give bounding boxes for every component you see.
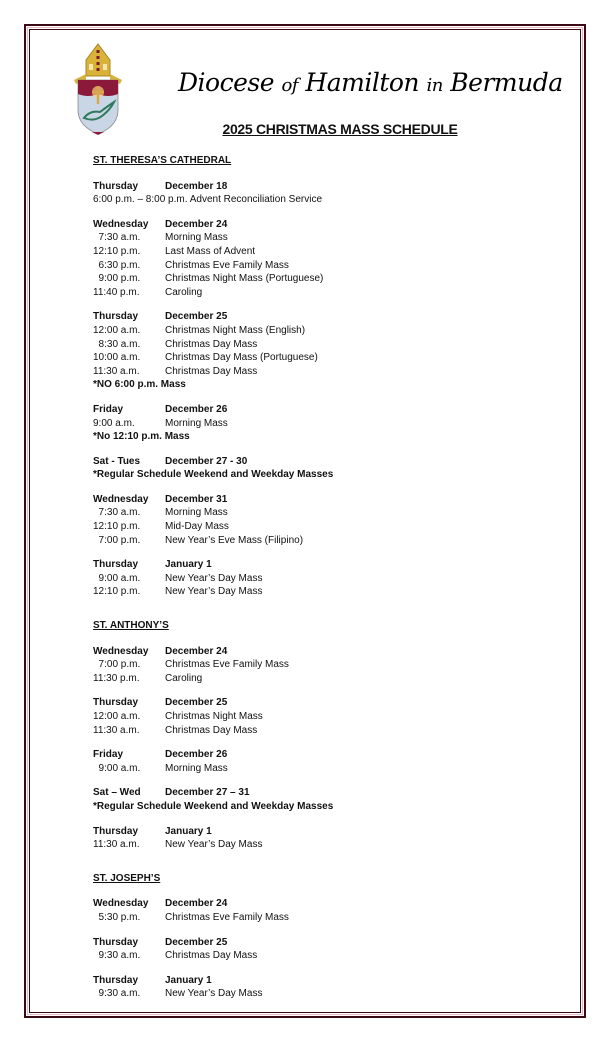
day-header-row [93, 493, 553, 507]
entry-time: 12:00 a.m. [93, 324, 141, 336]
date-label: January 1 [165, 825, 212, 837]
entry-time: 6:30 p.m. [93, 259, 141, 271]
date-label: December 27 - 30 [165, 455, 248, 467]
entry-time: 10:00 a.m. [93, 352, 141, 364]
day-label: Wednesday [93, 218, 149, 230]
day-label: Sat - Tues [93, 455, 141, 467]
schedule-entry [93, 259, 553, 273]
date-label: December 24 [165, 898, 228, 910]
entry-event: Christmas Day Mass [165, 365, 258, 377]
schedule-day-block [93, 558, 553, 599]
date-label: December 25 [165, 697, 228, 709]
day-label: Thursday [93, 559, 139, 571]
schedule-entry [93, 658, 553, 672]
title-part: Hamilton [297, 68, 427, 97]
schedule-entry [93, 324, 553, 338]
church-section [93, 619, 553, 852]
entry-time: 11:30 a.m. [93, 365, 140, 377]
schedule-entry [93, 987, 553, 1001]
date-label: January 1 [165, 559, 212, 571]
church-section [93, 154, 553, 599]
entry-time: 7:00 p.m. [93, 534, 141, 546]
entry-event: Christmas Eve Family Mass [165, 259, 289, 271]
entry-time: 11:40 p.m. [93, 286, 140, 298]
entry-time: 12:00 a.m. [93, 711, 141, 722]
day-header-row [93, 180, 553, 194]
entry-time: 11:30 a.m. [93, 724, 140, 736]
day-label: Sat – Wed [93, 787, 141, 799]
date-label: December 25 [165, 936, 228, 948]
entry-time: 9:00 a.m. [93, 572, 141, 584]
schedule-entry [93, 245, 553, 259]
schedule-day-block [93, 696, 553, 737]
date-label: December 18 [165, 180, 228, 192]
entry-event: New Year’s Eve Mass (Filipino) [165, 534, 304, 546]
day-header-row [93, 645, 553, 659]
day-header-row [93, 897, 553, 911]
entry-event: New Year’s Day Mass [165, 839, 263, 851]
entry-time: 12:10 p.m. [93, 586, 141, 598]
schedule-entry [93, 231, 553, 245]
day-label: Thursday [93, 825, 139, 837]
entry-event: Christmas Night Mass [165, 711, 263, 722]
entry-time: 12:10 p.m. [93, 521, 141, 533]
schedule-entry [93, 286, 553, 300]
schedule-note: *Regular Schedule Weekend and Weekday Masses [93, 469, 334, 481]
date-label: December 24 [165, 218, 228, 230]
entry-event: Christmas Night Mass (English) [165, 324, 306, 336]
day-header-row [93, 696, 553, 710]
title-part: of [281, 75, 298, 96]
day-header-row [93, 974, 553, 988]
day-header-row [93, 748, 553, 762]
schedule-entry [93, 762, 553, 776]
day-header-row [93, 936, 553, 950]
entry-event: Christmas Day Mass (Portuguese) [165, 352, 318, 364]
schedule-title: 2025 CHRISTMAS MASS SCHEDULE [222, 121, 458, 137]
date-label: December 27 – 31 [165, 787, 250, 799]
schedule-entry [93, 534, 553, 548]
date-label: December 31 [165, 493, 228, 505]
schedule-entry [93, 506, 553, 520]
entry-event: Christmas Day Mass [165, 338, 258, 350]
day-label: Wednesday [93, 898, 149, 910]
schedule-day-block [93, 974, 553, 1001]
schedule-entry [93, 724, 553, 738]
schedule-day-block [93, 645, 553, 686]
entry-event: New Year’s Day Mass [165, 988, 263, 1000]
day-header-row [93, 558, 553, 572]
entry-event: New Year’s Day Mass [165, 586, 263, 598]
schedule-entry [93, 710, 553, 724]
day-label: Thursday [93, 697, 139, 709]
title-part: Diocese [178, 68, 282, 97]
entry-event: Christmas Day Mass [165, 950, 258, 962]
entry-time: 8:30 a.m. [93, 338, 141, 350]
entry-event: Last Mass of Advent [165, 245, 256, 257]
entry-event: Morning Mass [165, 762, 228, 774]
schedule-entry [93, 417, 553, 431]
day-header-row [93, 455, 553, 469]
schedule-entry [93, 572, 553, 586]
schedule-day-block [93, 403, 553, 444]
day-header-row [93, 310, 553, 324]
schedule-entry: 6:00 p.m. – 8:00 p.m. Advent Reconciliation Service [93, 194, 323, 206]
entry-event: Morning Mass [165, 232, 228, 244]
title-part: in [426, 75, 443, 96]
entry-time: 12:10 p.m. [93, 245, 141, 257]
entry-time: 5:30 p.m. [93, 911, 141, 923]
day-label: Thursday [93, 974, 139, 986]
entry-event: Morning Mass [165, 417, 228, 429]
day-header-row [93, 825, 553, 839]
entry-event: Caroling [165, 672, 203, 684]
schedule-day-block [93, 897, 553, 924]
day-label: Wednesday [93, 493, 149, 505]
entry-time: 9:00 a.m. [93, 417, 135, 429]
entry-time: 11:30 p.m. [93, 672, 140, 684]
entry-time: 9:00 a.m. [93, 762, 141, 774]
entry-event: Morning Mass [165, 507, 228, 519]
day-header-row [93, 218, 553, 232]
day-label: Wednesday [93, 645, 149, 657]
schedule-entry [93, 272, 553, 286]
date-label: December 24 [165, 645, 228, 657]
entry-time: 9:30 a.m. [93, 950, 141, 962]
church-section [93, 872, 553, 1001]
entry-event: Mid-Day Mass [165, 521, 229, 533]
schedule-content [93, 154, 553, 1021]
schedule-day-block [93, 748, 553, 775]
day-label: Thursday [93, 936, 139, 948]
schedule-day-block [93, 786, 553, 813]
schedule-entry [93, 672, 553, 686]
schedule-day-block [93, 936, 553, 963]
schedule-day-block [93, 493, 553, 547]
schedule-day-block [93, 218, 553, 300]
entry-event: Christmas Night Mass (Portuguese) [165, 273, 324, 285]
church-name: ST. THERESA’S CATHEDRAL [93, 155, 232, 166]
schedule-entry [93, 520, 553, 534]
entry-time: 9:00 p.m. [93, 273, 141, 285]
day-label: Friday [93, 749, 124, 761]
schedule-entry [93, 838, 553, 852]
church-name: ST. ANTHONY’S [93, 620, 169, 632]
entry-time: 7:00 p.m. [93, 659, 141, 671]
entry-time: 9:30 a.m. [93, 988, 141, 1000]
date-label: December 25 [165, 311, 228, 323]
schedule-entry [93, 585, 553, 599]
day-header-row [93, 403, 553, 417]
schedule-note: *Regular Schedule Weekend and Weekday Masses [93, 800, 334, 812]
day-label: Friday [93, 403, 124, 415]
schedule-day-block [93, 310, 553, 392]
entry-time: 7:30 a.m. [93, 232, 141, 244]
schedule-note: *NO 6:00 p.m. Mass [93, 379, 186, 391]
entry-event: Christmas Eve Family Mass [165, 911, 289, 923]
entry-time: 7:30 a.m. [93, 507, 141, 519]
entry-time: 11:30 a.m. [93, 839, 140, 851]
entry-event: Christmas Eve Family Mass [165, 659, 289, 671]
date-label: December 26 [165, 749, 228, 761]
diocese-title [178, 68, 563, 97]
schedule-entry [93, 365, 553, 379]
schedule-entry [93, 351, 553, 365]
schedule-day-block [93, 825, 553, 852]
schedule-note: *No 12:10 p.m. Mass [93, 431, 190, 443]
day-label: Thursday [93, 311, 139, 323]
date-label: January 1 [165, 974, 212, 986]
day-header-row [93, 786, 553, 800]
entry-event: New Year’s Day Mass [165, 572, 263, 584]
schedule-day-block [93, 455, 553, 482]
schedule-entry [93, 949, 553, 963]
date-label: December 26 [165, 403, 228, 415]
schedule-entry [93, 338, 553, 352]
entry-event: Christmas Day Mass [165, 724, 258, 736]
church-name: ST. JOSEPH’S [93, 872, 161, 884]
schedule-day-block [93, 180, 553, 207]
title-part: Bermuda [442, 68, 563, 97]
day-label: Thursday [93, 180, 139, 192]
schedule-entry [93, 911, 553, 925]
entry-event: Caroling [165, 286, 203, 298]
